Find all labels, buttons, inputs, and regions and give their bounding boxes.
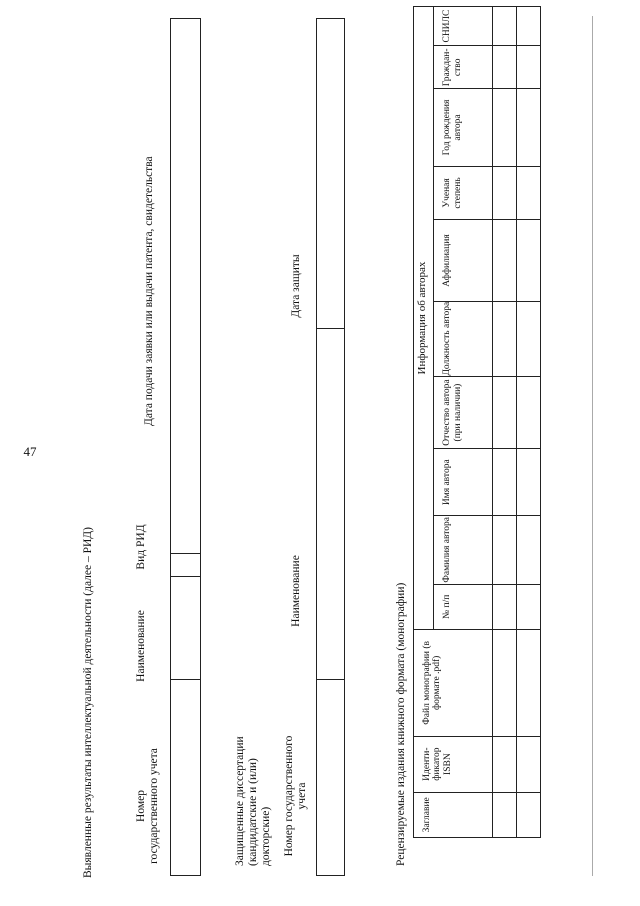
rid-col-date: Дата подачи заявки или выдачи патента, свидетельства [143, 156, 155, 426]
rid-col-type: Вид РИД [135, 524, 147, 570]
mono-col-affiliation: Аффилиация [434, 220, 492, 301]
dissertation-section-title: Защищенные диссертации (кандидатские и (или) докторские) [234, 736, 273, 866]
mono-col-citizenship: Граждан-ство [434, 46, 492, 89]
mono-col-first-name: Имя автора [434, 449, 492, 516]
diss-cell-name [317, 329, 345, 680]
page-number: 47 [23, 444, 37, 459]
diss-col-date: Дата защиты [290, 254, 302, 318]
diss-col-name: Наименование [290, 555, 302, 627]
mono-col-patronymic: Отчество автора (при наличии) [434, 376, 492, 449]
rid-section-title: Выявленные результаты интеллектуальной деятельности (далее – РИД) [82, 527, 94, 878]
mono-cell [492, 166, 516, 220]
mono-cell [492, 584, 516, 629]
mono-col-num: № п/п [434, 584, 492, 629]
mono-cell [516, 584, 540, 629]
mono-cell [516, 220, 540, 301]
mono-cell [516, 376, 540, 449]
mono-cell [516, 166, 540, 220]
monograph-table [413, 6, 541, 838]
mono-cell [516, 89, 540, 166]
mono-cell [516, 516, 540, 585]
rid-table [170, 18, 201, 876]
rid-cell-date [171, 19, 201, 554]
mono-cell [516, 792, 540, 837]
mono-cell [516, 301, 540, 376]
mono-cell [492, 449, 516, 516]
mono-cell [516, 46, 540, 89]
mono-cell [492, 630, 516, 737]
mono-cell [516, 630, 540, 737]
rid-col-reg-number: Номер государственного учета [135, 748, 161, 864]
mono-cell [492, 301, 516, 376]
mono-col-title: Заглавие [414, 792, 493, 837]
mono-cell [492, 220, 516, 301]
mono-cell [492, 376, 516, 449]
mono-cell [492, 736, 516, 792]
mono-cell [492, 792, 516, 837]
bottom-divider [592, 16, 593, 876]
mono-col-file: Файл монографии (в формате .pdf) [414, 630, 493, 737]
rid-cell-reg-number [171, 680, 201, 876]
mono-cell [516, 736, 540, 792]
mono-col-surname: Фамилия автора [434, 516, 492, 585]
mono-col-birth-year: Год рождения автора [434, 89, 492, 166]
mono-col-degree: Ученая степень [434, 166, 492, 220]
mono-cell [492, 46, 516, 89]
mono-cell [492, 89, 516, 166]
mono-col-position: Должность автора [434, 301, 492, 376]
mono-cell [516, 7, 540, 46]
diss-col-reg-number: Номер государственного учета [283, 735, 309, 857]
mono-col-isbn: Иденти-фикатор ISBN [414, 736, 493, 792]
rid-col-name: Наименование [135, 610, 147, 682]
mono-cell [492, 7, 516, 46]
diss-cell-date [317, 19, 345, 329]
rid-cell-type [171, 554, 201, 577]
monograph-section-title: Рецензируемые издания книжного формата (монографии) [395, 582, 407, 866]
rid-cell-name [171, 577, 201, 680]
mono-cell [492, 516, 516, 585]
mono-col-snils: СНИЛС [434, 7, 492, 46]
diss-cell-reg-number [317, 680, 345, 876]
dissertation-table [316, 18, 345, 876]
mono-cell [516, 449, 540, 516]
mono-col-authors-group: Информация об авторах [414, 7, 434, 630]
